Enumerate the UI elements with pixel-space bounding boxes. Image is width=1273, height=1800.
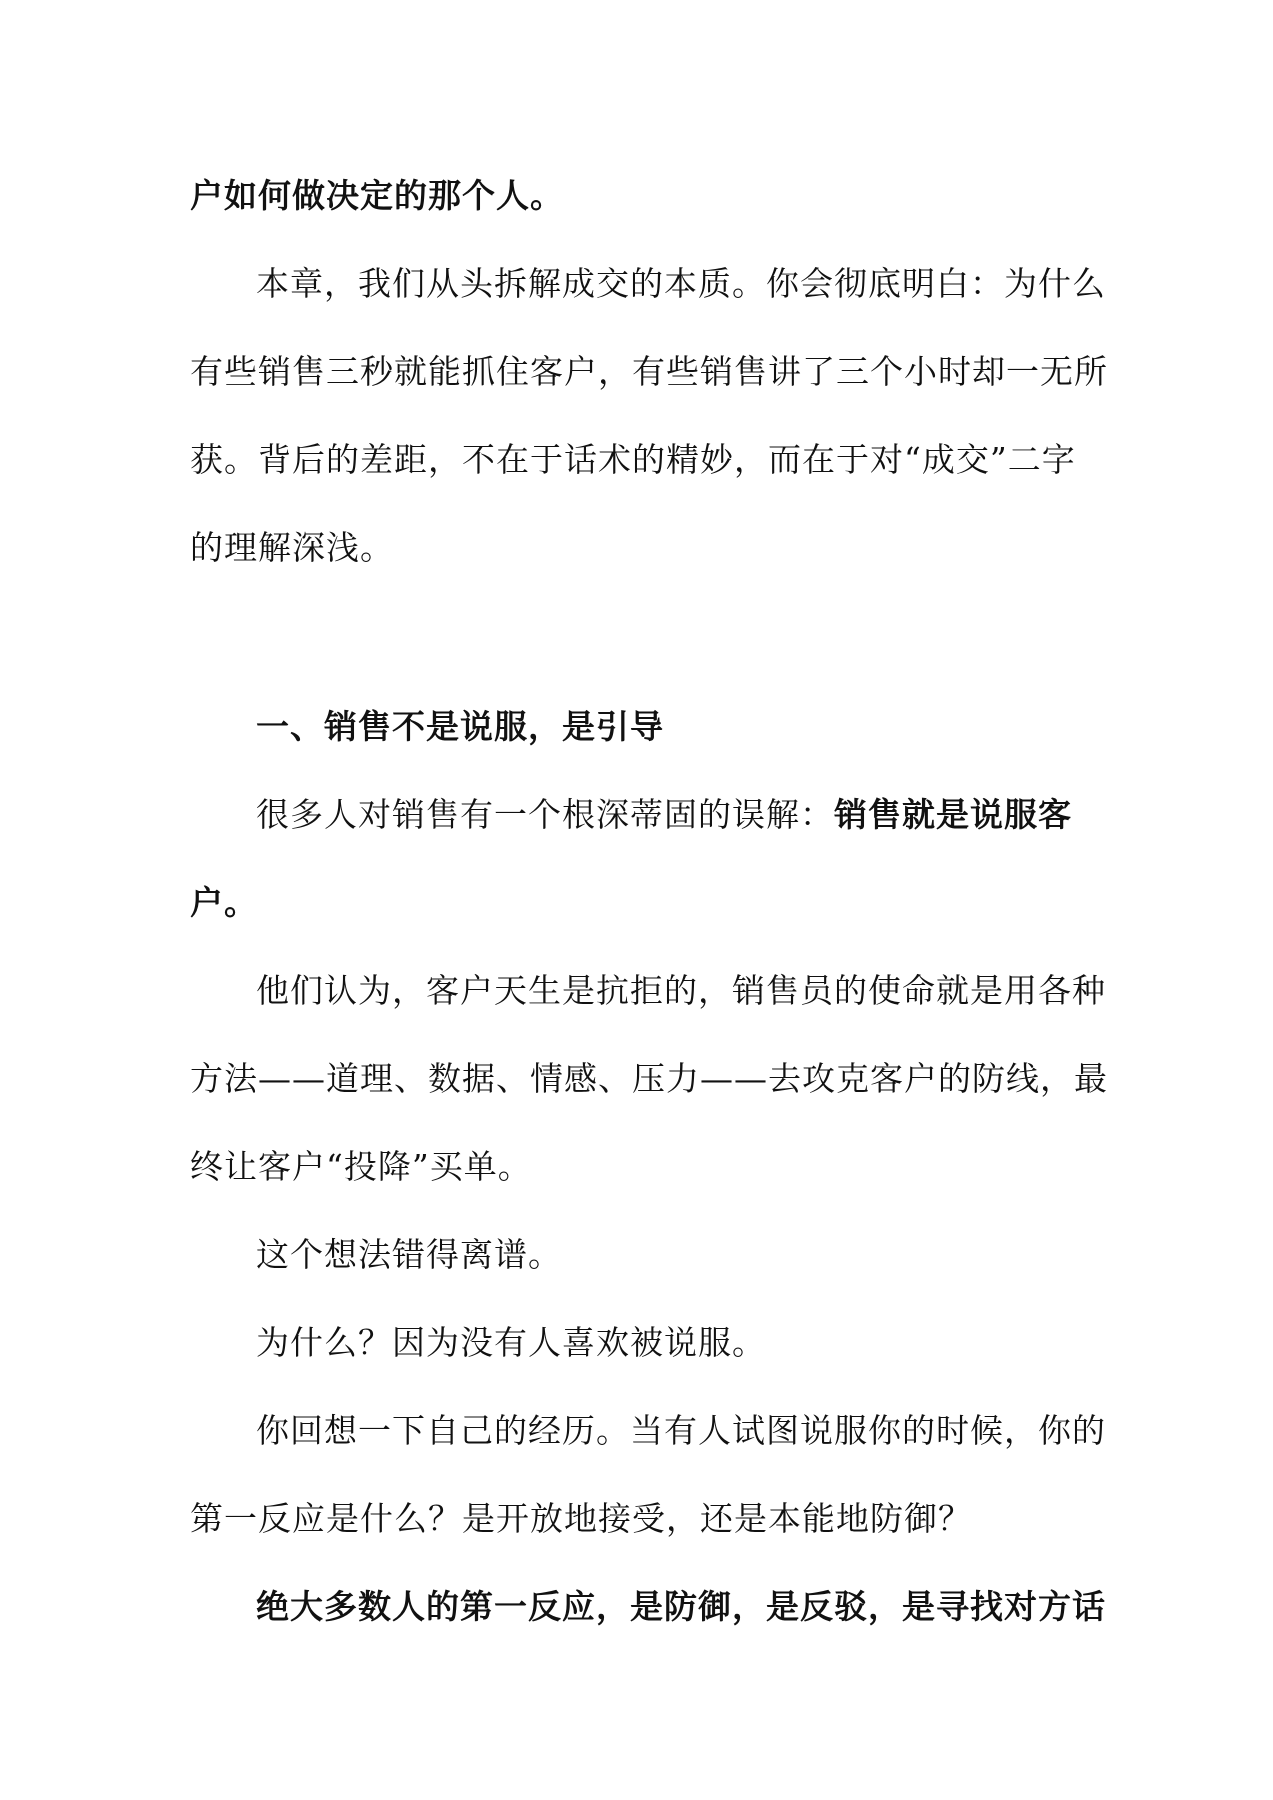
paragraph-line: 户。 bbox=[190, 883, 258, 922]
paragraph-line: 绝大多数人的第一反应，是防御，是反驳，是寻找对方话 bbox=[256, 1587, 1106, 1626]
paragraph-line: 这个想法错得离谱。 bbox=[256, 1235, 562, 1274]
section-heading: 一、销售不是说服，是引导 bbox=[256, 707, 664, 746]
paragraph-text: 很多人对销售有一个根深蒂固的误解： bbox=[256, 795, 834, 834]
paragraph-line: 的理解深浅。 bbox=[190, 528, 394, 567]
paragraph-line: 为什么？因为没有人喜欢被说服。 bbox=[256, 1323, 766, 1362]
paragraph-line: 第一反应是什么？是开放地接受，还是本能地防御？ bbox=[190, 1499, 972, 1538]
paragraph-line: 本章，我们从头拆解成交的本质。你会彻底明白：为什么 bbox=[256, 264, 1106, 303]
paragraph-line bbox=[256, 795, 1156, 835]
paragraph-line: 你回想一下自己的经历。当有人试图说服你的时候，你的 bbox=[256, 1411, 1106, 1450]
paragraph-line: 他们认为，客户天生是抗拒的，销售员的使命就是用各种 bbox=[256, 971, 1106, 1010]
paragraph-line: 户如何做决定的那个人。 bbox=[190, 176, 564, 215]
paragraph-line: 方法——道理、数据、情感、压力——去攻克客户的防线，最 bbox=[190, 1059, 1108, 1098]
paragraph-line: 获。背后的差距，不在于话术的精妙，而在于对“成交”二字 bbox=[190, 440, 1076, 479]
paragraph-line: 终让客户“投降”买单。 bbox=[190, 1147, 532, 1186]
emphasis-text: 销售就是说服客 bbox=[834, 795, 1072, 834]
paragraph-line: 有些销售三秒就能抓住客户，有些销售讲了三个小时却一无所 bbox=[190, 352, 1108, 391]
